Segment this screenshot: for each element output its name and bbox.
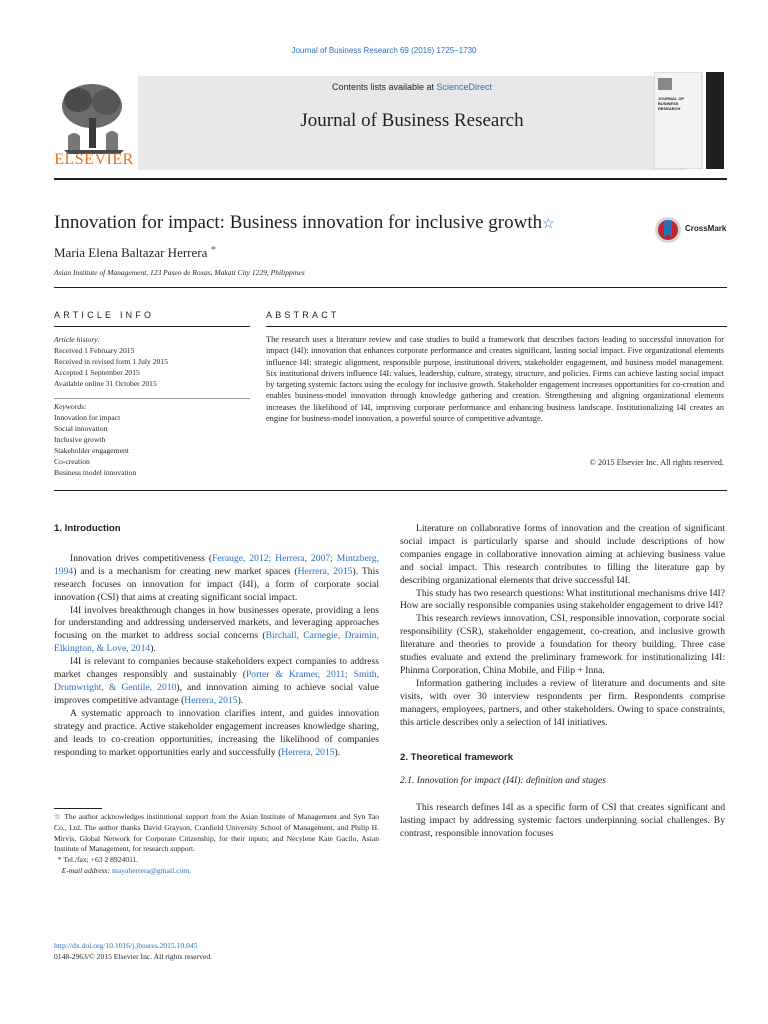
text-span: I4I involves breakthrough changes in how businesses operate, providing a lens for understanding and addressing underserved markets, and leveraging approaches focusing on the market to address social concerns ( (54, 604, 379, 642)
article-info-divider (54, 326, 250, 327)
body-paragraph: This research reviews innovation, CSI, responsible innovation, corporate social responsibility (CSR), stakeholder engagement, co-creation, and inclusive growth literature and theories to provide a foundation for theory building. Three case studies evaluate and extend the preliminary framework for institutionalizing I4I: Phinma Corporation, China Mobile, and Filip + Inna. (400, 613, 725, 676)
body-paragraph: This study has two research questions: What institutional mechanisms drive I4I? How are socially responsible companies using stakeholder engagement to drive I4I? (400, 587, 725, 612)
contact-phone: Tel./fax; +63 2 8924011. (63, 855, 139, 865)
keyword-item: Business model innovation (54, 468, 137, 477)
body-paragraph: Literature on collaborative forms of innovation and the creation of significant social impact is particularly sparse and should include descriptions of how companies engage in collaborative innovation aiming at achieving business value and social impact. This research contributes to filling the literature gap by describing organizational elements that drive successful I4I. (400, 523, 725, 586)
citation-link[interactable]: Porter & Kramer, 2011; Smith, Drumwright, & Gentile, 2010 (54, 669, 379, 693)
journal-name: Journal of Business Research (300, 110, 524, 131)
title-footnote-mark[interactable]: ☆ (542, 217, 555, 232)
keyword-item: Innovation for impact (54, 413, 121, 422)
author-name-text: Maria Elena Baltazar Herrera (54, 245, 208, 260)
doi-block (54, 940, 212, 962)
keyword-item: Co-creation (54, 457, 90, 466)
text-span: ), and innovation aiming to achieve social value improves competitive advantage ( (54, 681, 379, 706)
text-span: ). (237, 694, 244, 706)
footnote-divider (54, 808, 102, 809)
text-span: I4I is relevant to companies because stakeholders expect companies to address market changes responsibly and sustainably ( (54, 656, 379, 681)
email-label: E-mail address: (61, 865, 111, 875)
abstract-copyright: © 2015 Elsevier Inc. All rights reserved. (589, 458, 724, 467)
text-span: ). (334, 746, 341, 758)
contents-prefix: Contents lists available at (331, 82, 437, 92)
email-footnote (54, 866, 379, 877)
keyword-item: Inclusive growth (54, 435, 106, 444)
sciencedirect-link[interactable]: ScienceDirect (436, 82, 493, 92)
text-span: Innovation drives competitiveness ( (70, 552, 213, 564)
footnote-text: The author acknowledges institutional support from the Asian Institute of Management and Syn Tao Co., Ltd. The author thanks David Grayson, Cranfield University School of Management, and Philip H. Mirvis, Global Network for Corporate Citizenship, for their inputs; and Necylene Kate Gacilo, Asian Institute of Management, for research support. (54, 812, 380, 854)
body-paragraph: Information gathering includes a review of literature and documents and site visits, with over 30 interview respondents per firm. Respondents comprise managers, employees, partners, and other stakeholders. Owing to space constraints, this article describes only a selection of I4I initiatives. (400, 677, 725, 728)
citation-link[interactable]: Herrera, 2015 (297, 565, 353, 577)
left-column (54, 523, 379, 759)
abstract-text: The research uses a literature review and case studies to build a framework that describes factors leading to successful innovation for impact (I4I): innovation that enhances corporate performance and creates significant, lasting social impact. Five organizational elements influence I4I: strategic alignment, responsible purpose, institutional drivers, stakeholder engagement, and business model management. Six institutional drivers influence I4I: values, leadership, culture, strategy, structure, and policies. Firms can achieve lasting social impact by targeting systemic factors using the ecology for inclusive growth. Stakeholder engagement increases opportunities for co-creation and enables business-model innovation through knowledge gathering and creation. Strengthening and aligning organizational elements increases the likelihood of I4I, improving corporate performance and enhancing business landscape. Institutionalizing I4I creates an engine for business-model innovation, a powerful source of competitive advantage. (266, 335, 724, 424)
text-span: ). This research focuses on innovation for impact (I4I), a form of corporate social innovation (CSI) that aims at creating significant social impact. (54, 565, 379, 603)
keyword-item: Stakeholder engagement (54, 446, 129, 455)
introduction-heading: 1. Introduction (54, 523, 121, 534)
footnote-star-mark: ☆ (54, 812, 62, 821)
citation-link[interactable]: Ferauge, 2012; Herrera, 2007; Mintzberg, 1994 (54, 552, 379, 577)
journal-cover-thumbnail[interactable] (654, 72, 724, 169)
body-paragraph (54, 708, 379, 760)
subsection-heading: 2.1. Innovation for impact (I4I): definition and stages (400, 775, 606, 787)
contact-footnote (54, 855, 379, 866)
body-paragraph (54, 656, 379, 708)
article-title-text: Innovation for impact: Business innovation for inclusive growth (54, 212, 543, 233)
footnotes (54, 812, 379, 877)
journal-masthead (138, 76, 686, 170)
article-history (54, 334, 250, 389)
journal-header (54, 72, 727, 174)
doi-link[interactable]: http://dx.doi.org/10.1016/j.jbusres.2015.10.045 (54, 941, 198, 950)
keyword-item: Social innovation (54, 424, 108, 433)
contents-line (138, 82, 686, 92)
header-divider (54, 178, 727, 180)
text-span: A systematic approach to innovation clarifies intent, and guides innovation strategy and practice. Active stakeholder engagement increases knowledge sharing, and leads to co-creation opportunities, increasing the likelihood of companies responding to market opportunities early and successfully ( (54, 707, 379, 758)
text-span: ). (150, 643, 156, 655)
author-footnote-mark[interactable]: * (210, 244, 217, 256)
history-heading: Article history: (54, 335, 101, 344)
citation-link[interactable]: Herrera, 2015 (184, 694, 238, 706)
citation-link[interactable]: Herrera, 2015 (281, 746, 335, 758)
history-revised: Received in revised form 1 July 2015 (54, 357, 168, 366)
body-paragraph (54, 605, 379, 657)
keywords-divider (54, 398, 250, 399)
crossmark-badge[interactable] (654, 214, 728, 246)
keywords-list (54, 401, 250, 478)
issn-copyright: 0148-2963/© 2015 Elsevier Inc. All rights reserved. (54, 952, 213, 961)
abstract-heading: ABSTRACT (266, 310, 340, 320)
body-paragraph: This research defines I4I as a specific form of CSI that creates significant and lasting impact by addressing systemic factors underpinning social challenges. By contrast, responsible innovation focuses (400, 802, 725, 840)
citation-link[interactable]: Birchall, Carnegie, Draimin, Elkington, & Love, 2014 (54, 630, 380, 655)
elsevier-wordmark: ELSEVIER (54, 151, 134, 168)
right-column (400, 523, 725, 841)
theoretical-framework-heading: 2. Theoretical framework (400, 751, 514, 763)
author-name (54, 245, 216, 261)
history-online: Available online 31 October 2015 (54, 379, 157, 388)
footnote-asterisk: * (57, 855, 62, 865)
title-divider (54, 287, 727, 288)
history-received: Received 1 February 2015 (54, 346, 135, 355)
body-paragraph (54, 553, 379, 605)
history-accepted: Accepted 1 September 2015 (54, 368, 140, 377)
journal-citation[interactable]: Journal of Business Research 69 (2016) 1725–1730 (291, 46, 477, 55)
email-link[interactable]: mayaherrera@gmail.com. (111, 865, 192, 875)
crossmark-icon (654, 214, 682, 246)
article-info-heading: ARTICLE INFO (54, 310, 155, 320)
author-affiliation: Asian Institute of Management, 123 Paseo de Roxas, Makati City 1229, Philippines (54, 268, 305, 277)
abstract-bottom-divider (54, 490, 727, 491)
acknowledgement-footnote (54, 812, 379, 855)
article-title (54, 212, 634, 234)
cover-title: JOURNAL OF BUSINESS RESEARCH (658, 96, 684, 111)
text-span: ) and is a mechanism for creating new market spaces ( (73, 565, 298, 577)
keywords-heading: Keywords: (54, 402, 87, 411)
abstract-divider (266, 326, 727, 327)
crossmark-label: CrossMark (685, 224, 727, 233)
